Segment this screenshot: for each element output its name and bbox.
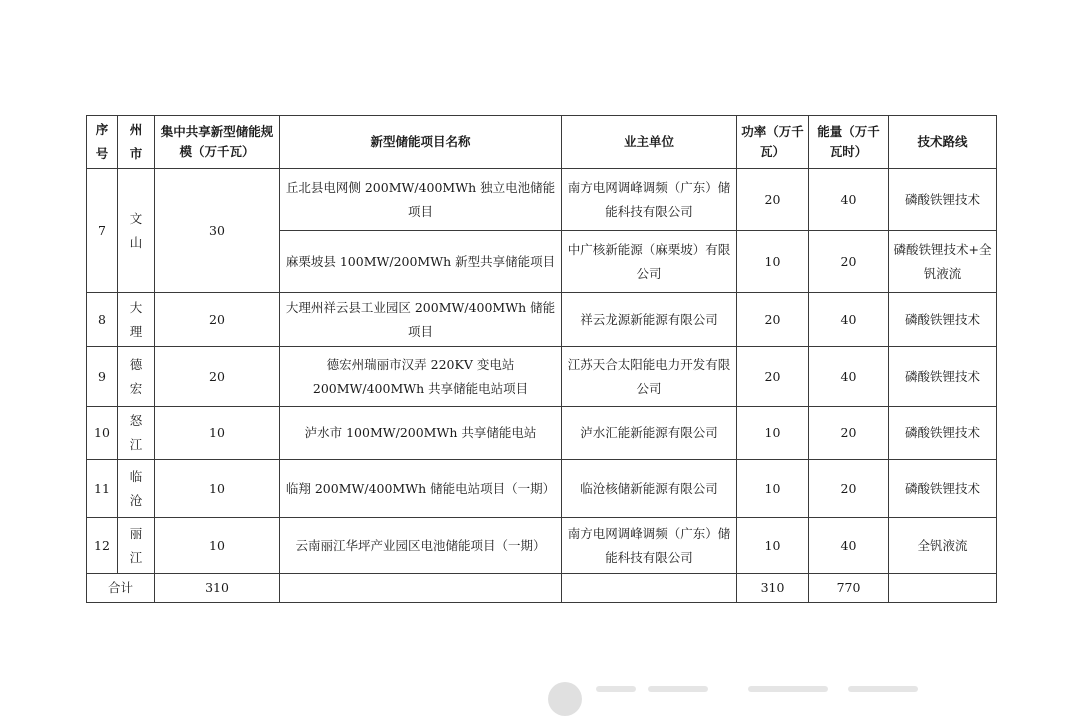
cell-energy: 20 [809,231,889,293]
cell-scale: 20 [155,293,280,347]
cell-total-energy: 770 [809,574,889,603]
cell-project-name: 云南丽江华坪产业园区电池储能项目（一期） [280,518,562,574]
header-city: 州市 [118,116,155,169]
cell-power: 20 [737,293,809,347]
header-owner: 业主单位 [562,116,737,169]
table-header-row [87,116,997,169]
cell-energy: 40 [809,169,889,231]
cell-total-tech [889,574,997,603]
cell-owner: 祥云龙源新能源有限公司 [562,293,737,347]
cell-total-scale: 310 [155,574,280,603]
cell-seq: 8 [87,293,118,347]
cell-owner: 南方电网调峰调频（广东）储能科技有限公司 [562,518,737,574]
cell-tech: 磷酸铁锂技术 [889,347,997,407]
table-row [87,293,997,347]
table-row [87,347,997,407]
cell-city: 文山 [118,169,155,293]
cell-tech: 磷酸铁锂技术+全钒液流 [889,231,997,293]
header-tech: 技术路线 [889,116,997,169]
cell-seq: 9 [87,347,118,407]
cell-energy: 40 [809,347,889,407]
cell-project-name: 麻栗坡县 100MW/200MWh 新型共享储能项目 [280,231,562,293]
cell-tech: 磷酸铁锂技术 [889,460,997,518]
cell-tech: 全钒液流 [889,518,997,574]
cell-city: 怒江 [118,407,155,460]
cell-project-name: 丘北县电网侧 200MW/400MWh 独立电池储能项目 [280,169,562,231]
cell-owner: 泸水汇能新能源有限公司 [562,407,737,460]
cell-tech: 磷酸铁锂技术 [889,407,997,460]
cell-project-name: 临翔 200MW/400MWh 储能电站项目（一期） [280,460,562,518]
cell-scale: 10 [155,460,280,518]
cell-seq: 11 [87,460,118,518]
cell-power: 10 [737,460,809,518]
cell-energy: 20 [809,460,889,518]
cell-seq: 10 [87,407,118,460]
cell-city: 丽江 [118,518,155,574]
watermark-stroke [596,686,636,692]
cell-scale: 30 [155,169,280,293]
cell-power: 20 [737,169,809,231]
header-scale: 集中共享新型储能规模（万千瓦） [155,116,280,169]
header-energy: 能量（万千瓦时） [809,116,889,169]
cell-city: 德宏 [118,347,155,407]
cell-owner: 中广核新能源（麻栗坡）有限公司 [562,231,737,293]
cell-city: 大理 [118,293,155,347]
cell-power: 10 [737,231,809,293]
cell-power: 10 [737,407,809,460]
cell-scale: 10 [155,407,280,460]
cell-power: 20 [737,347,809,407]
watermark-stroke [748,686,828,692]
table-row [87,407,997,460]
header-seq: 序号 [87,116,118,169]
cell-total-power: 310 [737,574,809,603]
table-row [87,460,997,518]
cell-scale: 20 [155,347,280,407]
watermark-circle-icon [548,682,582,716]
table-row [87,169,997,231]
cell-energy: 40 [809,293,889,347]
cell-seq: 7 [87,169,118,293]
cell-project-name: 德宏州瑞丽市汉弄 220KV 变电站 200MW/400MWh 共享储能电站项目 [280,347,562,407]
cell-energy: 40 [809,518,889,574]
cell-city: 临沧 [118,460,155,518]
cell-scale: 10 [155,518,280,574]
cell-owner: 江苏天合太阳能电力开发有限公司 [562,347,737,407]
header-project: 新型储能项目名称 [280,116,562,169]
cell-tech: 磷酸铁锂技术 [889,293,997,347]
cell-project-name: 泸水市 100MW/200MWh 共享储能电站 [280,407,562,460]
cell-owner: 临沧核储新能源有限公司 [562,460,737,518]
cell-seq: 12 [87,518,118,574]
cell-project-name: 大理州祥云县工业园区 200MW/400MWh 储能项目 [280,293,562,347]
header-power: 功率（万千瓦） [737,116,809,169]
table-total-row [87,574,997,603]
cell-total-label: 合计 [87,574,155,603]
watermark-logo [548,682,968,696]
watermark-stroke [848,686,918,692]
cell-power: 10 [737,518,809,574]
cell-tech: 磷酸铁锂技术 [889,169,997,231]
cell-total-owner [562,574,737,603]
cell-energy: 20 [809,407,889,460]
energy-storage-table [86,115,997,603]
watermark-stroke [648,686,708,692]
cell-total-project [280,574,562,603]
table-row [87,518,997,574]
cell-owner: 南方电网调峰调频（广东）储能科技有限公司 [562,169,737,231]
